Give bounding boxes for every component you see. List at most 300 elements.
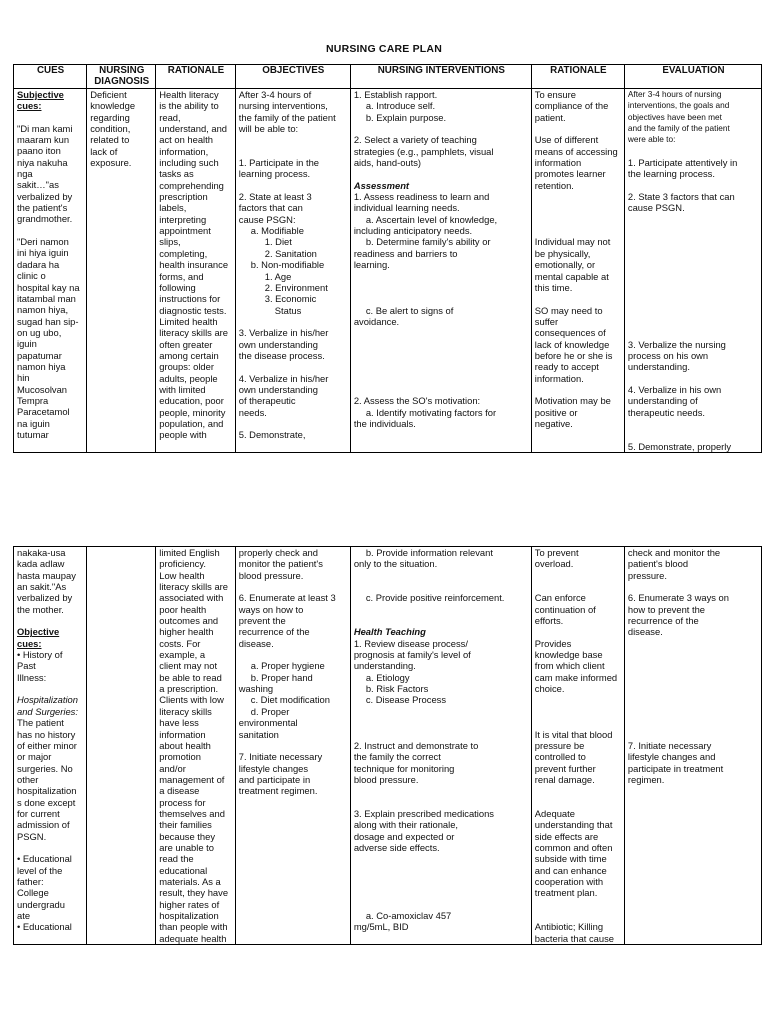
- text-line: adults, people: [159, 372, 218, 384]
- text-line: c. Provide positive reinforcement.: [365, 592, 505, 604]
- text-line: 1. Establish rapport.: [353, 89, 438, 100]
- text-line: along with their rationale,: [353, 819, 459, 831]
- text-line: c. Be alert to signs of: [365, 304, 454, 316]
- text-line: PSGN.: [17, 830, 47, 842]
- text-line: [628, 683, 759, 694]
- text-line: aids, hand-outs): [353, 157, 422, 169]
- text-line: from which client: [534, 660, 605, 672]
- text-line: [354, 361, 529, 372]
- text-line: people with: [159, 429, 207, 441]
- text-line: bacteria that cause: [534, 932, 615, 944]
- text-line: side effects are: [534, 830, 599, 842]
- text-line: hospitalization: [17, 785, 77, 797]
- text-line: [239, 361, 348, 372]
- text-line: following: [159, 281, 196, 293]
- text-line: [628, 706, 759, 717]
- cues-cell-2: [14, 547, 87, 945]
- objectives-cell: [235, 89, 350, 453]
- text-line: promotes learner: [534, 168, 606, 180]
- text-line: [354, 615, 529, 626]
- text-line: individual learning needs.: [353, 202, 460, 214]
- text-line: dadara ha: [17, 258, 60, 270]
- text-line: [628, 373, 759, 384]
- text-line: literacy skills are: [159, 581, 229, 593]
- text-line: [535, 785, 622, 796]
- text-line: [354, 785, 529, 796]
- text-line: Clients with low: [159, 694, 224, 706]
- text-line: admission of: [17, 819, 70, 831]
- text-line: how to prevent the: [627, 603, 706, 615]
- text-line: • History of: [17, 649, 63, 661]
- interventions-cell: [350, 89, 531, 453]
- text-line: therapeutic needs.: [627, 406, 706, 418]
- text-line: completing,: [159, 247, 208, 259]
- text-line: s done except: [17, 796, 76, 808]
- text-line: SO may need to: [534, 304, 603, 316]
- text-line: condition,: [90, 123, 131, 135]
- text-line: 2. State at least 3: [238, 191, 312, 203]
- text-line: [535, 910, 622, 921]
- text-line: b. Non-modifiable: [250, 259, 325, 271]
- text-line: mental capable at: [534, 270, 609, 282]
- text-line: • Educational: [17, 921, 72, 933]
- text-line: [354, 168, 529, 179]
- rationale-text-2: [159, 547, 233, 944]
- text-line: [239, 146, 348, 157]
- text-line: [354, 282, 529, 293]
- header-nursing-interventions: NURSING INTERVENTIONS: [350, 65, 531, 89]
- text-line: [239, 134, 348, 145]
- rationale2-text: [535, 89, 622, 429]
- text-line: example, a: [159, 649, 206, 661]
- text-line: common and often: [534, 841, 613, 853]
- text-line: and the family of the patient: [627, 123, 730, 134]
- text-line: continuation of: [534, 603, 596, 615]
- text-line: proficiency.: [159, 558, 206, 570]
- text-line: controlled to: [534, 751, 586, 763]
- text-line: check and monitor the: [627, 547, 721, 558]
- text-line: Motivation may be: [534, 395, 611, 407]
- text-line: knowledge base: [534, 649, 603, 661]
- text-line: a. Introduce self.: [365, 100, 436, 112]
- text-line: [535, 717, 622, 728]
- text-line: on ug ubo,: [17, 326, 62, 338]
- text-line: materials. As a: [159, 875, 221, 887]
- text-line: higher health: [159, 626, 214, 638]
- text-line: lifestyle changes and: [627, 751, 716, 763]
- text-line: [354, 899, 529, 910]
- text-line: compliance of the: [534, 100, 609, 112]
- text-line: Past: [17, 660, 36, 672]
- text-line: Health literacy: [159, 89, 219, 100]
- text-line: [354, 865, 529, 876]
- text-line: [535, 225, 622, 236]
- text-line: poor health: [159, 603, 207, 615]
- objectives-text: [239, 89, 348, 441]
- text-line: prognosis at family's level of: [353, 649, 471, 661]
- text-line: 6. Enumerate 3 ways on: [627, 592, 729, 604]
- text-line: and/or: [159, 762, 186, 774]
- text-line: knowledge: [90, 100, 136, 112]
- text-line: To ensure: [534, 89, 576, 100]
- text-line: nursing interventions,: [238, 100, 328, 112]
- text-line: properly check and: [238, 547, 318, 558]
- text-line: only to the situation.: [353, 558, 438, 570]
- text-line: [628, 248, 759, 259]
- text-line: labels,: [159, 202, 187, 214]
- text-line: Tempra: [17, 394, 49, 406]
- header-evaluation: EVALUATION: [624, 65, 761, 89]
- text-line: kada adlaw: [17, 558, 65, 570]
- text-line: 4. Verbalize in his own: [627, 383, 722, 395]
- text-line: [17, 683, 84, 694]
- objectives-cell-2: [235, 547, 350, 945]
- text-line: Status: [274, 304, 302, 316]
- content-row: [14, 89, 762, 453]
- text-line: of therapeutic: [238, 395, 296, 407]
- text-line: [17, 842, 84, 853]
- text-line: [17, 615, 84, 626]
- text-line: literacy skills are: [159, 327, 229, 339]
- text-line: [535, 214, 622, 225]
- text-line: limited English: [159, 547, 220, 558]
- text-line: the patient's: [17, 202, 68, 214]
- text-line: environmental: [238, 717, 298, 729]
- text-line: c. Disease Process: [365, 694, 447, 706]
- text-line: 1. Diet: [264, 236, 292, 248]
- evaluation-cell: [624, 89, 761, 453]
- header-nursing-diagnosis: NURSING DIAGNOSIS: [87, 65, 156, 89]
- text-line: act on health: [159, 134, 213, 146]
- text-line: [535, 384, 622, 395]
- text-line: The patient: [17, 717, 64, 729]
- text-line: among certain: [159, 349, 219, 361]
- text-line: understand, and: [159, 123, 228, 135]
- text-line: have less: [159, 717, 199, 729]
- text-line: interpreting: [159, 213, 207, 225]
- text-line: Limited health: [159, 315, 218, 327]
- text-line: cues:: [17, 637, 42, 649]
- text-line: [628, 282, 759, 293]
- rationale2-cell: [531, 89, 624, 453]
- text-line: a disease: [159, 785, 200, 797]
- text-line: b. Determine family's ability or: [365, 236, 491, 248]
- text-line: [628, 146, 759, 157]
- text-line: avoidance.: [353, 315, 400, 327]
- text-line: result, they have: [159, 887, 229, 899]
- text-line: [628, 660, 759, 671]
- text-line: [628, 180, 759, 191]
- text-line: Assessment: [353, 179, 410, 191]
- text-line: regarding: [90, 111, 130, 123]
- text-line: understanding that: [534, 819, 613, 831]
- text-line: iguin: [17, 338, 37, 350]
- text-line: client may not: [159, 660, 218, 672]
- text-line: sakit…"as: [17, 179, 59, 191]
- text-line: related to: [90, 134, 130, 146]
- text-line: Health Teaching: [353, 626, 426, 638]
- text-line: [628, 581, 759, 592]
- text-line: 2. Assess the SO's motivation:: [353, 395, 481, 407]
- text-line: a. Co-amoxiclav 457: [365, 910, 452, 921]
- interventions-text-2: [354, 547, 529, 933]
- text-line: information: [534, 157, 582, 169]
- text-line: strategies (e.g., pamphlets, visual: [353, 145, 494, 157]
- text-line: [535, 570, 622, 581]
- text-line: clinic o: [17, 270, 46, 282]
- text-line: hin: [17, 372, 30, 384]
- text-line: grandmother.: [17, 213, 73, 225]
- text-line: learning process.: [238, 168, 311, 180]
- text-line: outcomes and: [159, 615, 219, 627]
- text-line: 2. Environment: [264, 281, 328, 293]
- text-line: [535, 626, 622, 637]
- text-line: a. Proper hygiene: [250, 660, 325, 672]
- text-line: understanding of: [627, 395, 698, 407]
- text-line: [628, 418, 759, 429]
- text-line: After 3-4 hours of: [238, 89, 312, 100]
- text-line: process for: [159, 796, 206, 808]
- text-line: [239, 649, 348, 660]
- interventions-cell-2: [350, 547, 531, 945]
- rationale-cell: [156, 89, 236, 453]
- text-line: [535, 581, 622, 592]
- text-line: hospitalization: [159, 910, 219, 921]
- text-line: this time.: [534, 281, 573, 293]
- text-line: be able to read: [159, 671, 222, 683]
- text-line: 2. Instruct and demonstrate to: [353, 739, 479, 751]
- text-line: [628, 429, 759, 440]
- text-line: [354, 887, 529, 898]
- text-line: disease.: [238, 637, 274, 649]
- text-line: ready to accept: [534, 361, 599, 373]
- text-line: [628, 316, 759, 327]
- header-cues: CUES: [14, 65, 87, 89]
- text-line: cause PSGN:: [238, 213, 296, 225]
- text-line: appointment: [159, 225, 211, 237]
- text-line: choice.: [534, 683, 565, 695]
- text-line: negative.: [534, 417, 573, 429]
- text-line: 3. Economic: [264, 293, 317, 305]
- text-line: the family the correct: [353, 751, 441, 763]
- text-line: or major: [17, 751, 52, 763]
- text-line: an sakit."As: [17, 581, 67, 593]
- text-line: [239, 740, 348, 751]
- text-line: exposure.: [90, 157, 132, 169]
- text-line: patient's blood: [627, 558, 689, 570]
- text-line: a. Modifiable: [250, 225, 304, 237]
- text-line: [354, 706, 529, 717]
- text-line: the mother.: [17, 603, 64, 615]
- text-line: often greater: [159, 338, 213, 350]
- rationale2-cell-2: [531, 547, 624, 945]
- text-line: 3. Explain prescribed medications: [353, 807, 494, 819]
- care-plan-table-page-1: [13, 64, 762, 453]
- text-line: "Deri namon: [17, 236, 69, 248]
- text-line: read the: [159, 853, 194, 865]
- text-line: [628, 649, 759, 660]
- text-line: are unable to: [159, 841, 214, 853]
- care-plan-table-page-2: [13, 546, 762, 945]
- text-line: [239, 418, 348, 429]
- text-line: Antibiotic; Killing: [534, 921, 604, 933]
- text-line: prevent the: [238, 615, 286, 627]
- text-line: 1. Review disease process/: [353, 637, 468, 649]
- text-line: na iguin: [17, 417, 50, 429]
- text-line: including such: [159, 157, 219, 169]
- text-line: 7. Initiate necessary: [627, 739, 712, 751]
- text-line: After 3-4 hours of nursing: [627, 89, 722, 99]
- text-line: b. Explain purpose.: [365, 111, 447, 123]
- text-line: other: [17, 773, 39, 785]
- text-line: understanding.: [627, 361, 690, 373]
- text-line: education, poor: [159, 395, 224, 407]
- evaluation-text: [628, 89, 759, 452]
- text-line: nga: [17, 168, 33, 180]
- diagnosis-cell-2: [87, 547, 156, 945]
- text-line: own understanding: [238, 383, 318, 395]
- text-line: [239, 581, 348, 592]
- text-line: a. Ascertain level of knowledge,: [365, 213, 498, 225]
- text-line: and Surgeries:: [17, 705, 78, 717]
- text-line: with limited: [159, 383, 206, 395]
- text-line: ini hiya iguin: [17, 247, 69, 259]
- text-line: a prescription.: [159, 683, 219, 695]
- cues-text-2: [17, 547, 84, 933]
- text-line: management of: [159, 773, 225, 785]
- text-line: Illness:: [17, 671, 47, 683]
- text-line: forms, and: [159, 270, 204, 282]
- text-line: [535, 293, 622, 304]
- text-line: slips,: [159, 236, 181, 248]
- text-line: 2. Sanitation: [264, 247, 317, 259]
- text-line: their families: [159, 819, 212, 831]
- text-line: [628, 214, 759, 225]
- text-line: level of the: [17, 864, 63, 876]
- text-line: adequate health: [159, 932, 227, 944]
- text-line: the individuals.: [353, 417, 416, 429]
- text-line: [354, 327, 529, 338]
- text-line: [628, 305, 759, 316]
- cues-cell: Subjective cues: "Di man kami maaram kun paano iton niya nakuha nga sakit…"as verbalized by the patient's grandmother. "Deri namon ini hiya iguin dadara ha clinic o hospital kay na itatambal man namon hiya, sugad han sip- on ug ubo, iguin papatumar namon hiya hin Mucosolvan Tempra Paracetamol na iguin tutumar: [14, 89, 87, 453]
- text-line: information: [159, 728, 206, 740]
- text-line: cause PSGN.: [627, 202, 685, 214]
- text-line: [535, 899, 622, 910]
- diagnosis-text: [90, 89, 153, 168]
- text-line: recurrence of the: [627, 615, 699, 627]
- text-line: and can enhance: [534, 864, 607, 876]
- text-line: [628, 672, 759, 683]
- text-line: verbalized by: [17, 592, 73, 604]
- text-line: [628, 259, 759, 270]
- text-line: nakaka-usa: [17, 547, 66, 558]
- text-line: [354, 876, 529, 887]
- text-line: maaram kun: [17, 134, 70, 146]
- text-line: pressure be: [534, 739, 585, 751]
- text-line: [628, 717, 759, 728]
- text-line: retention.: [534, 179, 574, 191]
- text-line: c. Diet modification: [250, 694, 330, 706]
- text-line: suffer: [534, 315, 559, 327]
- text-line: 3. Verbalize in his/her: [238, 327, 329, 339]
- text-line: literacy skills: [159, 705, 212, 717]
- interventions-text: [354, 89, 529, 429]
- text-line: Can enforce: [534, 592, 586, 604]
- text-line: father:: [17, 875, 44, 887]
- text-line: Low health: [159, 569, 205, 581]
- text-line: regimen.: [627, 773, 665, 785]
- cues-text: [17, 123, 84, 441]
- text-line: prevent further: [534, 762, 596, 774]
- text-line: [354, 729, 529, 740]
- text-line: treatment plan.: [534, 887, 598, 899]
- text-line: cam make informed: [534, 671, 618, 683]
- text-line: namon hiya,: [17, 304, 69, 316]
- text-line: groups: older: [159, 361, 214, 373]
- content-row-2: [14, 547, 762, 945]
- text-line: disease.: [627, 626, 663, 638]
- text-line: recurrence of the: [238, 626, 310, 638]
- rationale2-text-2: [535, 547, 622, 944]
- text-line: own understanding: [238, 338, 318, 350]
- page-title: NURSING CARE PLAN: [326, 43, 442, 55]
- text-line: • Educational: [17, 853, 72, 865]
- rationale-text: [159, 89, 233, 441]
- text-line: 2. State 3 factors that can: [627, 191, 735, 203]
- text-line: 1. Participate attentively in: [627, 157, 738, 169]
- text-line: comprehending: [159, 179, 224, 191]
- diagnosis-cell: [87, 89, 156, 453]
- text-line: 5. Demonstrate,: [238, 429, 306, 441]
- text-line: "Di man kami: [17, 122, 73, 134]
- text-line: subside with time: [534, 853, 607, 865]
- header-objectives: OBJECTIVES: [235, 65, 350, 89]
- text-line: [354, 123, 529, 134]
- text-line: including anticipatory needs.: [353, 225, 473, 237]
- text-line: about health: [159, 739, 211, 751]
- text-line: Mucosolvan: [17, 383, 68, 395]
- text-line: pressure.: [627, 569, 667, 581]
- text-line: verbalized by: [17, 190, 73, 202]
- text-line: [628, 638, 759, 649]
- text-line: and participate in: [238, 773, 311, 785]
- text-line: sanitation: [238, 728, 279, 740]
- text-line: treatment regimen.: [238, 785, 318, 797]
- text-line: surgeries. No: [17, 762, 73, 774]
- text-line: [354, 271, 529, 282]
- rationale-cell-2: [156, 547, 236, 945]
- text-line: cooperation with: [534, 875, 604, 887]
- text-line: is the ability to: [159, 100, 219, 112]
- objectives-text-2: [239, 547, 348, 797]
- text-line: adverse side effects.: [353, 841, 440, 853]
- text-line: educational: [159, 864, 208, 876]
- text-line: efforts.: [534, 615, 564, 627]
- text-line: niya nakuha: [17, 156, 68, 168]
- text-line: interventions, the goals and: [627, 100, 730, 111]
- text-line: 1. Participate in the: [238, 157, 320, 169]
- text-line: consequences of: [534, 327, 606, 339]
- text-line: before he or she is: [534, 349, 613, 361]
- text-line: needs.: [238, 406, 267, 418]
- text-line: participate in treatment: [627, 762, 724, 774]
- text-line: [535, 694, 622, 705]
- text-line: blood pressure.: [238, 569, 304, 581]
- text-line: prescription: [159, 191, 208, 203]
- text-line: paano iton: [17, 145, 61, 157]
- text-line: hasta maupay: [17, 569, 76, 581]
- text-line: will be able to:: [238, 123, 299, 135]
